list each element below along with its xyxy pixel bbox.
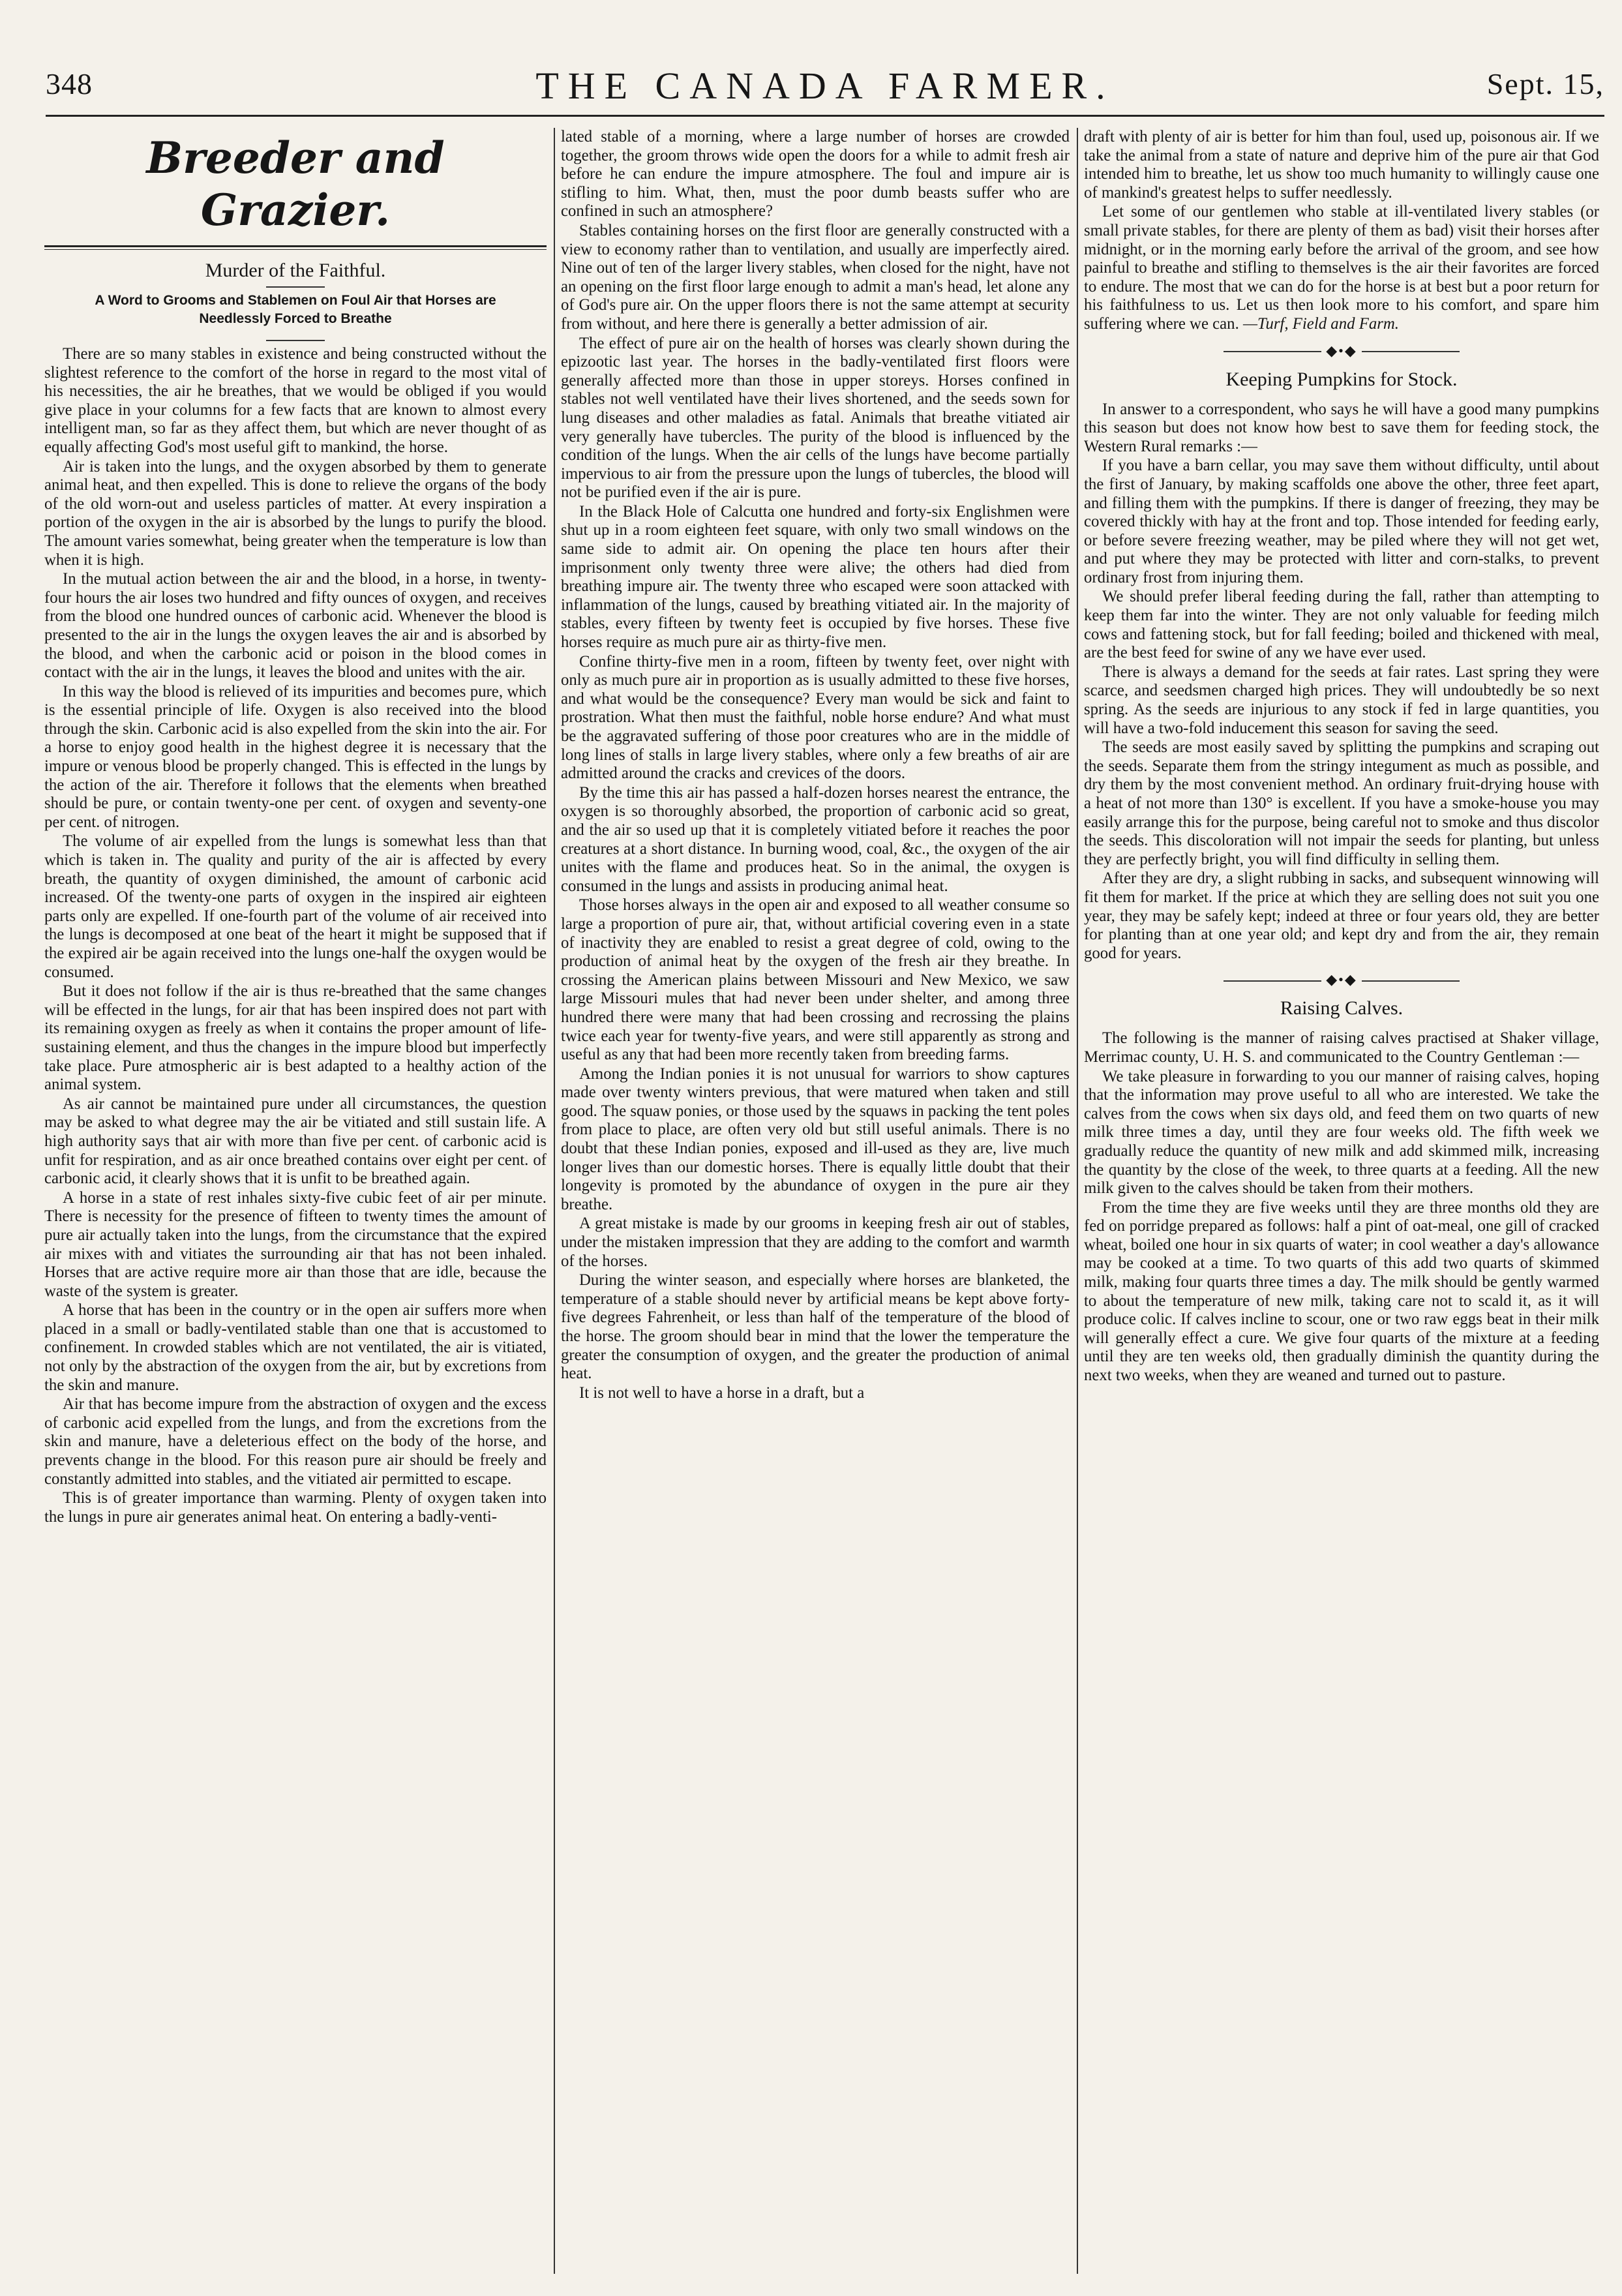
title-rule [266,286,325,288]
subhead-rule [266,340,325,341]
department-rule [44,245,547,250]
article-title-murder: Murder of the Faithful. [205,260,386,281]
paragraph: Among the Indian ponies it is not unusual for warriors to show captures made over twenty winters previous, that were matured when taken and still good. The squaw ponies, or those used by the squaws in packing the tent poles from place to place, are often very old but still useful animals. There is no doubt that these Indian ponies, exposed and ill-used as they are, live much longer lives than our domestic horses. There is equally little doubt that their longevity is promoted by the abundance of oxygen in the pure air they breathe. [561,1065,1070,1213]
paragraph: In the Black Hole of Calcutta one hundred and forty-six Englishmen were shut up in a room eighteen feet square, with only two small windows on the same side to admit air. On opening the place ten hours after their imprisonment only twenty three were alive; the others had died from breathing impure air. The twenty three who escaped were soon attacked with inflammation of the lungs, caused by breathing vitiated air. In the majority of stables, every fifteen by twenty feet is occupied by five horses. These five horses require as much pure air as thirty-five men. [561,502,1070,652]
page-header [46,60,1604,119]
paragraph: We should prefer liberal feeding during the fall, rather than attempting to keep them far into the winter. They are not only valuable for feeding milch cows and fattening stock, but for fall feeding; boiled and thickened with meal, are the best feed for swine of any we have ever used. [1084,588,1599,662]
paragraph: In the mutual action between the air and the blood, in a horse, in twenty-four hours the air loses two hundred and fifty ounces of oxygen, and receives from the blood one hundred ounces of carbonic acid. Whenever the blood is presented to the air in the lungs the oxygen leaves the air and is absorbed by the blood, and when the carbonic acid or poison in the blood comes in contact with the air in the lungs, it leaves the blood and unites with the air. [44,570,547,682]
paragraph: This is of greater importance than warming. Plenty of oxygen taken into the lungs in pure air generates animal heat. On entering a badly-venti- [44,1489,547,1526]
paragraph: There are so many stables in existence and being constructed without the slightest reference to the comfort of the horse in regard to the most vital of his necessities, the air he breathes, that we would be obliged if you would give place in your columns for a few facts that are known to almost every intelligent man, so far as they affect them, but which are never thought of as equally affecting God's most useful gift to mankind, the horse. [44,345,547,456]
paragraph: We take pleasure in forwarding to you our manner of raising calves, hoping that the information may prove useful to all who are interested. We take the calves from the cows when six days old, and feed them on two quarts of new milk three times a day, until they are four weeks old. The fifth week we gradually reduce the quantity of new milk and add skimmed milk, increasing the quantity by the close of the week, to three quarts at a feeding. All the new milk given to the calves should be taken from their mothers. [1084,1067,1599,1198]
paragraph: Confine thirty-five men in a room, fifteen by twenty feet, over night with only as much pure air in proportion as is usually admitted to these five horses, and what would be the consequence? Every man would be sick and faint to prostration. What then must the faithful, noble horse endure? And what must be the aggravated suffering of those poor creatures who are in the middle of long lines of stalls in large livery stables, where only a few breaths of air are admitted around the cracks and crevices of the doors. [561,652,1070,783]
column-1 [44,128,547,2280]
section-ornament: ◆•◆ [1084,967,1599,993]
paragraph: There is always a demand for the seeds at fair rates. Last spring they were scarce, and seedsmen charged high prices. They will undoubtedly be so next spring. As the seeds are injurious to any stock if fed in large quantities, you will have a two-fold inducement this season for saving the seed. [1084,663,1599,737]
paragraph: In answer to a correspondent, who says he will have a good many pumpkins this season but does not know how best to save them for feeding stock, the Western Rural remarks :— [1084,400,1599,455]
paragraph: As air cannot be maintained pure under all circumstances, the question may be asked to what degree may the air be vitiated and still sustain life. A high authority says that air with more than five per cent. of carbonic acid is unfit for respiration, and as air once breathed contains over eight per cent. of carbonic acid, it clearly shows that it is unfit to be breathed again. [44,1095,547,1188]
paragraph: If you have a barn cellar, you may save them without difficulty, until about the first of January, by making scaffolds one above the other, three feet apart, and filling them with the pumpkins. If there is danger of freezing, they may be covered thickly with hay at the front and top. Those intended for feeding early, or before severe freezing weather, may be piled where they will not get wet, and put where they may be protected with litter and corn-stalks, to prevent ordinary frost from injuring them. [1084,457,1599,586]
paragraph: Stables containing horses on the first floor are generally constructed with a view to economy rather than to ventilation, and usually are imperfectly aired. Nine out of ten of the larger livery stables, when closed for the night, have not an opening on the first floor large enough to admit a man's head, let alone any of God's pure air. On the upper floors there is not the same attempt at security from without, and here there is generally a better admission of air. [561,221,1070,333]
paragraph: The volume of air expelled from the lungs is somewhat less than that which is taken in. The quality and purity of the air is affected by every breath, the quantity of oxygen diminished, the amount of carbonic acid increased. Of the twenty-one parts of oxygen in the inspired air eighteen parts only are expelled. If one-fourth part of the volume of air received into the lungs is decomposed at one beat of the heart it might be supposed that if the expired air be again received into the lungs one-half the oxygen would be consumed. [44,832,547,981]
page-number: 348 [46,67,93,100]
paragraph: From the time they are five weeks until they are three months old they are fed on porridge prepared as follows: half a pint of oat-meal, one gill of cracked wheat, boiled one hour in six quarts of water; in cool weather a day's allowance may be cooked at a time. To two quarts of this add two quarts of skimmed milk, making four quarts three times a day. The milk should be gently warmed to about the temperature of new milk, taking care not to scald it, as it will produce colic. If calves incline to scour, one or two raw eggs beat in their milk will generally effect a cure. We give four quarts of the mixture at a feeding until they are ten weeks old, then gradually diminish the quantity during the next two weeks, when they are weaned and turned out to pasture. [1084,1198,1599,1385]
paragraph: Those horses always in the open air and exposed to all weather consume so large a proportion of pure air, that, without artificial covering even in a state of inactivity they are enabled to resist a great degree of cold, owing to the production of animal heat by the oxygen of the fresh air they breathe. In crossing the American plains between Missouri and New Mexico, we saw large Missouri mules that had never been under shelter, and among three hundred there were many that had been crossing and recrossing the plains twice each year for twenty-five years, and were still apparently as strong and useful as any that had been more recently taken from breeding farms. [561,896,1070,1064]
paragraph: The following is the manner of raising calves practised at Shaker village, Merrimac county, U. H. S. and communicated to the Country Gentleman :— [1084,1029,1599,1066]
article-subhead: A Word to Grooms and Stablemen on Foul Air that Horses are Needlessly Forced to Breathe [95,293,496,326]
paragraph-with-credit [1084,203,1599,333]
column-divider [1077,128,1078,2274]
paragraph: During the winter season, and especially where horses are blanketed, the temperature of a stable should never by artificial means be kept above forty-five degrees Fahrenheit, or less than half of the temperature of the blood of the horse. The groom should bear in mind that the lower the temperature the greater the consumption of oxygen, and the greater the production of animal heat. [561,1271,1070,1383]
paragraph: But it does not follow if the air is thus re-breathed that the same changes will be effected in the lungs, for air that has been inspired does not part with its remaining oxygen as freely as when it contains the proper amount of life-sustaining element, and thus the changes in the impure blood but imperfectly take place. Pure atmospheric air is best adapted to a healthy action of the animal system. [44,982,547,1094]
paragraph: The seeds are most easily saved by splitting the pumpkins and scraping out the seeds. Separate them from the stringy integument as much as possible, and dry them by the most convenient method. An ordinary fruit-drying house with a heat of not more than 130° is excellent. If you have a smoke-house you may easily arrange this for the purpose, being careful not to smoke and thus discolor the seeds. This discoloration will not impair the seeds for planting, but unless they are perfectly bright, you will find difficulty in selling them. [1084,738,1599,868]
paragraph: It is not well to have a horse in a draft, but a [579,1383,865,1402]
column-3 [1084,128,1599,2280]
paragraph: draft with plenty of air is better for him than foul, used up, poisonous air. If we take the animal from a state of nature and deprive him of the pure air that God intended him to breathe, let us show too much humanity to willingly cause one of mankind's greatest helps to suffer needlessly. [1084,128,1599,202]
issue-date: Sept. 15, [1486,67,1604,100]
section-ornament: ◆•◆ [1084,338,1599,364]
paragraph: A great mistake is made by our grooms in keeping fresh air out of stables, under the mistaken impression that they are adding to the comfort and warmth of the horses. [561,1215,1070,1270]
paragraph: The effect of pure air on the health of horses was clearly shown during the epizootic last year. The horses in the badly-ventilated first floors were generally affected more than those in upper storeys. Horses confined in stables not well ventilated have their lives shortened, and the seeds sown for lung diseases and other maladies as fatal. Animals that breathe vitiated air very generally have tubercles. The purity of the blood is influenced by the condition of the lungs. When the air cells of the lungs have become partially impervious to air from the pressure upon the lungs of tubercles, the blood will not be purified even if the air is pure. [561,334,1070,502]
source-credit: —Turf, Field and Farm. [1242,314,1400,333]
column-divider [554,128,555,2274]
paragraph-text: Let some of our gentlemen who stable at ill-ventilated livery stables (or small private stables, for there are plenty of them as bad) visit their horses after midnight, or in the morning early before the arrival of the groom, and see how painful to breathe and stifling to themselves is the air their favorites are forced to endure. The most that we can do for the horse is at best but a poor return for his faithfulness to us. Let us then look more to his comfort, and spare him suffering where we can. [1084,203,1599,333]
paragraph: In this way the blood is relieved of its impurities and becomes pure, which is the essential principle of life. Oxygen is also received into the blood through the skin. Carbonic acid is also expelled from the skin into the air. For a horse to enjoy good health in the highest degree it is necessary that the impure or venous blood be properly changed. This is effected in the lungs by the action of the air. Therefore it follows that the elements when breathed should be pure, or contain twenty-one per cent. of oxygen and seventy-one per cent. of nitrogen. [44,682,547,831]
article-title-pumpkins: Keeping Pumpkins for Stock. [1225,368,1458,390]
header-rule [46,115,1604,117]
paragraph: A horse that has been in the country or in the open air suffers more when placed in a small or badly-ventilated stable than one that is accustomed to confinement. In crowded stables which are not ventilated, the air is vitiated, not only by the abstraction of the oxygen from the air, but by excretions from the skin and manure. [44,1301,547,1394]
column-2 [561,128,1070,2280]
paragraph: Air is taken into the lungs, and the oxygen absorbed by them to generate animal heat, and then expelled. This is done to relieve the organs of the body of the old worn-out and useless particles of matter. At every inspiration a portion of the oxygen in the air is absorbed by the lungs to purify the blood. The amount varies somewhat, being greater when the temperature is low than when it is high. [44,457,547,569]
paragraph: A horse in a state of rest inhales sixty-five cubic feet of air per minute. There is necessity for the presence of fifteen to twenty times the amount of pure air actually taken into the lungs, from the circumstance that the expired air mixes with and vitiates the surrounding air that has not been inhaled. Horses that are active require more air than those that are idle, because the waste of the system is greater. [44,1188,547,1300]
masthead: THE CANADA FARMER. [535,65,1115,107]
paragraph: lated stable of a morning, where a large number of horses are crowded together, the groom throws wide open the doors for a while to admit fresh air before he can endure the impure atmosphere. The foul and impure air is stifling to him. What, then, must the poor dumb beasts suffer who are confined in such an atmosphere? [561,128,1070,220]
article-title-calves: Raising Calves. [1280,997,1404,1020]
paragraph: By the time this air has passed a half-dozen horses nearest the entrance, the oxygen is so thoroughly absorbed, the proportion of carbonic acid so great, and the air so used up that it is completely vitiated before it reaches the poor creatures at a short distance. In burning wood, coal, &c., the oxygen of the air unites with the flame and produces heat. So in the animal, the oxygen is consumed in the lungs and assists in producing animal heat. [561,783,1070,895]
paragraph: Air that has become impure from the abstraction of oxygen and the excess of carbonic acid expelled from the lungs, and from the excretions from the skin and manure, have a deleterious effect on the body of the horse, and prevents change in the blood. For this reason pure air should be freely and constantly admitted into stables, and the vitiated air permitted to escape. [44,1395,547,1488]
department-title: Breeder and Grazier. [146,132,445,235]
paragraph: After they are dry, a slight rubbing in sacks, and subsequent winnowing will fit them for market. If the price at which they are selling does not suit you one year, they may be safely kept; indeed at three or four years old, they are better for planting than at one year old; and kept dry and from the air, they remain good for years. [1084,869,1599,962]
